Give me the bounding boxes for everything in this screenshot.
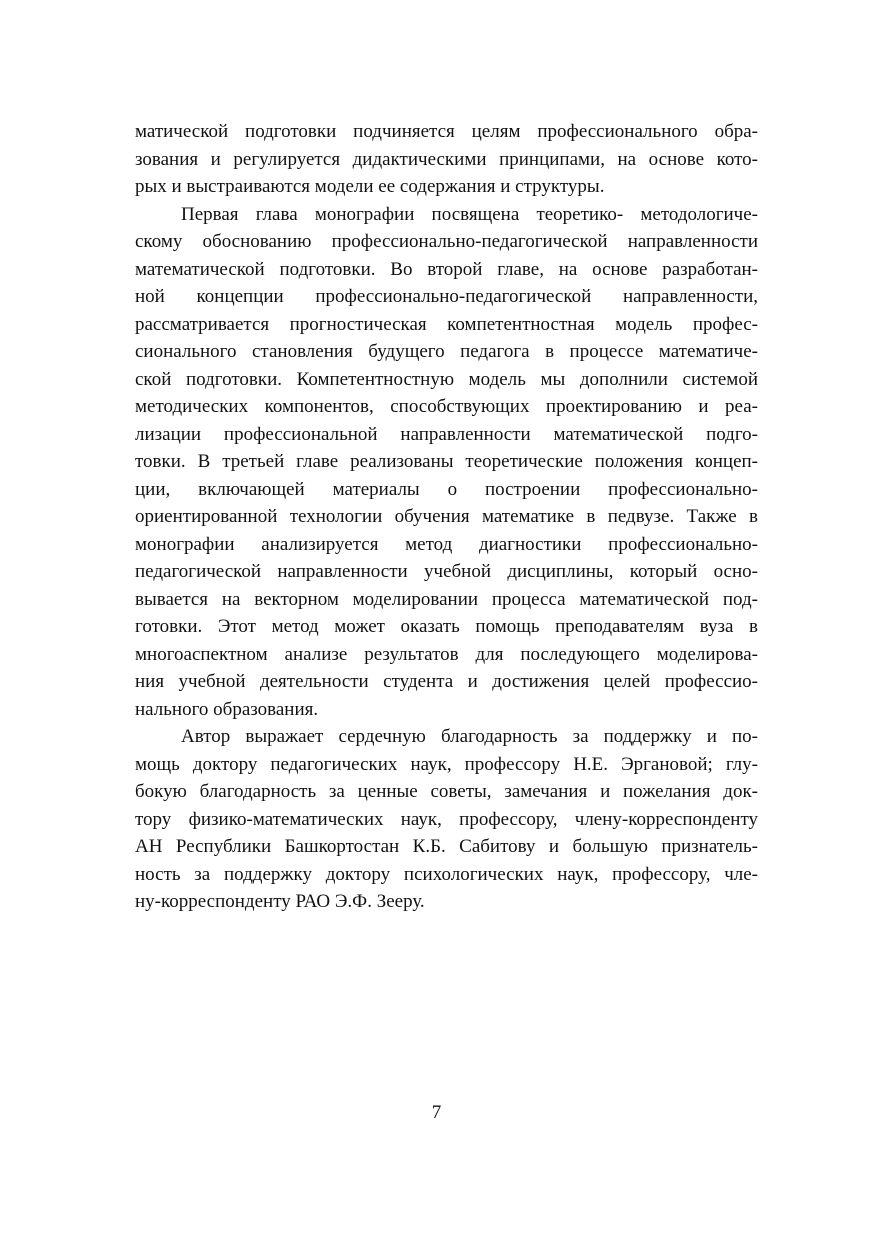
text-line: матической подготовки подчиняется целям профессионального обра- — [135, 121, 758, 142]
text-line: Автор выражает сердечную благодарность за поддержку и по- — [181, 726, 758, 747]
text-line: скому обоснованию профессионально-педагогической направленности — [135, 231, 758, 252]
text-line: тору физико-математических наук, профессору, члену-корреспонденту — [135, 808, 758, 830]
page-number: 7 — [431, 1102, 442, 1123]
text-line: вывается на векторном моделировании процесса математической под- — [135, 588, 758, 610]
text-line: лизации профессиональной направленности математической подго- — [135, 423, 758, 445]
text-line: ной концепции профессионально-педагогической направленности, — [135, 286, 758, 307]
text-line: сионального становления будущего педагога в процессе математиче- — [135, 341, 758, 362]
text-line: зования и регулируется дидактическими принципами, на основе кото- — [135, 148, 758, 170]
paragraph-1 — [135, 118, 758, 201]
text-line: нального образования. — [135, 698, 319, 720]
body-text — [135, 118, 758, 916]
text-line: готовки. Этот метод может оказать помощь преподавателям вуза в — [135, 616, 758, 637]
text-line: АН Республики Башкортостан К.Б. Сабитову и большую признатель- — [135, 836, 758, 857]
text-line: мощь доктору педагогических наук, профессору Н.Е. Эргановой; глу- — [135, 753, 758, 775]
text-line: педагогической направленности учебной дисциплины, который осно- — [135, 561, 758, 582]
text-line: бокую благодарность за ценные советы, замечания и пожелания док- — [135, 781, 758, 802]
text-line: ориентированной технологии обучения математике в педвузе. Также в — [135, 506, 758, 527]
text-line: рых и выстраиваются модели ее содержания и структуры. — [135, 176, 605, 197]
text-line: ской подготовки. Компетентностную модель мы дополнили системой — [135, 368, 758, 390]
text-line: математической подготовки. Во второй главе, на основе разработан- — [135, 258, 758, 280]
text-line: товки. В третьей главе реализованы теоретические положения концеп- — [135, 451, 758, 472]
paragraph-2 — [135, 201, 758, 724]
text-line: методических компонентов, способствующих проектированию и реа- — [135, 396, 758, 417]
text-line: ность за поддержку доктору психологических наук, профессору, чле- — [135, 863, 758, 885]
paragraph-3 — [135, 723, 758, 916]
text-line: Первая глава монографии посвящена теоретико- методологиче- — [181, 203, 758, 225]
text-line: ния учебной деятельности студента и достижения целей профессио- — [135, 671, 758, 692]
text-line: ции, включающей материалы о построении профессионально- — [135, 478, 758, 500]
text-line: монографии анализируется метод диагностики профессионально- — [135, 533, 758, 555]
text-line: многоаспектном анализе результатов для последующего моделирова- — [135, 643, 758, 665]
text-line: ну-корреспонденту РАО Э.Ф. Зееру. — [135, 891, 425, 912]
text-line: рассматривается прогностическая компетентностная модель профес- — [135, 313, 758, 335]
